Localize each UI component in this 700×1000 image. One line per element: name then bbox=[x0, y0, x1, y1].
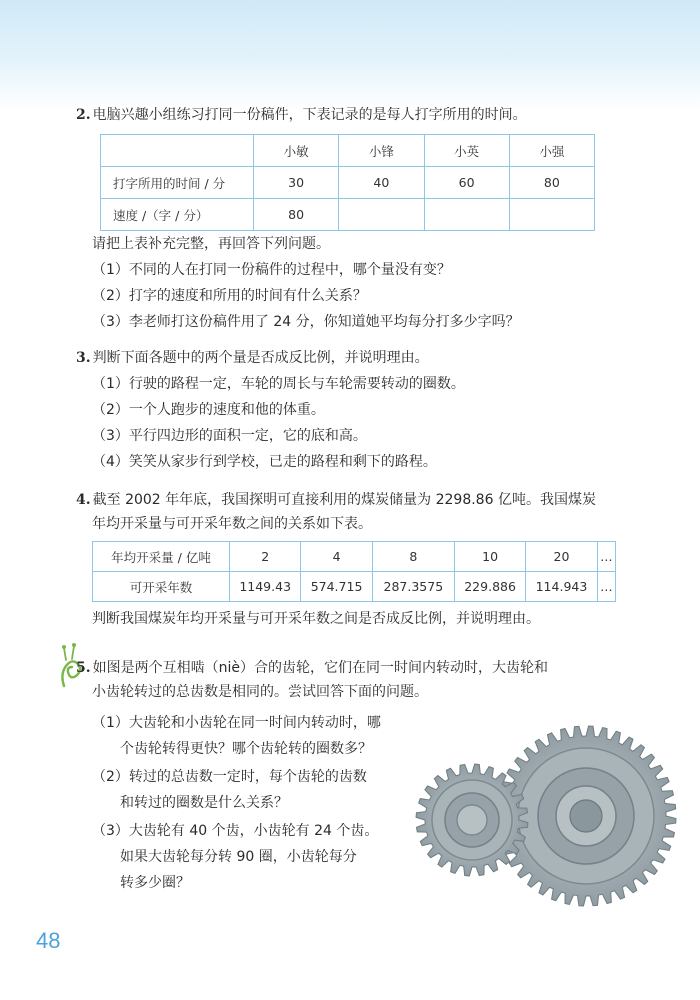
table-cell: 80 bbox=[509, 167, 594, 199]
table-cell: 574.715 bbox=[301, 572, 372, 602]
small-gear bbox=[416, 764, 528, 876]
question-5-line-2: 小齿轮转过的总齿数是相同的。尝试回答下面的问题。 bbox=[92, 684, 428, 700]
table-cell: … bbox=[597, 572, 615, 602]
question-2-stem bbox=[76, 104, 527, 126]
table-cell: 速度 /（字 / 分） bbox=[101, 199, 254, 231]
table-cell: 114.943 bbox=[526, 572, 597, 602]
question-3-stem bbox=[76, 347, 429, 369]
question-5-stem bbox=[76, 657, 548, 679]
table-cell: 20 bbox=[526, 542, 597, 572]
question-5-sub-1-line-2: 个齿轮转得更快？哪个齿轮转的圈数多？ bbox=[120, 741, 372, 757]
table-cell bbox=[339, 199, 424, 231]
question-5-sub-3-line-3: 转多少圈？ bbox=[120, 875, 190, 891]
question-3-sub-1: （1）行驶的路程一定，车轮的周长与车轮需要转动的圈数。 bbox=[92, 376, 465, 392]
question-5-sub-2-line-1: （2）转过的总齿数一定时，每个齿轮的齿数 bbox=[92, 769, 367, 785]
question-4-closing: 判断我国煤炭年均开采量与可开采年数之间是否成反比例，并说明理由。 bbox=[92, 611, 540, 627]
question-2-text: 电脑兴趣小组练习打同一份稿件，下表记录的是每人打字所用的时间。 bbox=[92, 107, 527, 123]
question-2-instruction: 请把上表补充完整，再回答下列问题。 bbox=[92, 236, 330, 252]
gears-illustration bbox=[410, 718, 680, 908]
question-5-sub-2-line-2: 和转过的圈数是什么关系？ bbox=[120, 795, 288, 811]
table-cell bbox=[424, 199, 509, 231]
question-4-stem bbox=[76, 489, 596, 511]
table-cell: 小强 bbox=[509, 135, 594, 167]
table-cell: 打字所用的时间 / 分 bbox=[101, 167, 254, 199]
question-3-number: 3. bbox=[76, 350, 91, 366]
table-row bbox=[93, 542, 616, 572]
table-cell: 2 bbox=[230, 542, 301, 572]
typing-time-table bbox=[100, 134, 595, 231]
table-cell bbox=[509, 199, 594, 231]
table-cell: 小敏 bbox=[254, 135, 339, 167]
table-cell bbox=[101, 135, 254, 167]
table-row bbox=[101, 167, 595, 199]
table-cell: 可开采年数 bbox=[93, 572, 230, 602]
table-cell: 年均开采量 / 亿吨 bbox=[93, 542, 230, 572]
large-gear bbox=[496, 726, 676, 906]
table-cell: 1149.43 bbox=[230, 572, 301, 602]
question-5-sub-3-line-2: 如果大齿轮每分转 90 圈，小齿轮每分 bbox=[120, 849, 357, 865]
table-row bbox=[93, 572, 616, 602]
table-cell: 8 bbox=[372, 542, 454, 572]
table-cell: 10 bbox=[454, 542, 525, 572]
table-cell: 229.886 bbox=[454, 572, 525, 602]
table-row bbox=[101, 135, 595, 167]
table-cell: 60 bbox=[424, 167, 509, 199]
table-cell: 80 bbox=[254, 199, 339, 231]
question-3-sub-2: （2）一个人跑步的速度和他的体重。 bbox=[92, 402, 325, 418]
question-4-line-2: 年均开采量与可开采年数之间的关系如下表。 bbox=[92, 516, 372, 532]
question-3-text: 判断下面各题中的两个量是否成反比例，并说明理由。 bbox=[92, 350, 429, 366]
question-5-sub-1-line-1: （1）大齿轮和小齿轮在同一时间内转动时，哪 bbox=[92, 715, 381, 731]
table-cell: … bbox=[597, 542, 615, 572]
table-row bbox=[101, 199, 595, 231]
table-cell: 小英 bbox=[424, 135, 509, 167]
question-4-line-1: 截至 2002 年年底，我国探明可直接利用的煤炭储量为 2298.86 亿吨。我国煤炭 bbox=[92, 492, 596, 508]
question-2-sub-2: （2）打字的速度和所用的时间有什么关系？ bbox=[92, 288, 367, 304]
table-cell: 287.3575 bbox=[372, 572, 454, 602]
question-5-line-1: 如图是两个互相啮（niè）合的齿轮，它们在同一时间内转动时，大齿轮和 bbox=[92, 660, 548, 676]
page-number: 48 bbox=[36, 928, 61, 953]
question-4-number: 4. bbox=[76, 492, 91, 508]
question-3-sub-4: （4）笑笑从家步行到学校，已走的路程和剩下的路程。 bbox=[92, 454, 437, 470]
question-2-sub-1: （1）不同的人在打同一份稿件的过程中，哪个量没有变？ bbox=[92, 262, 451, 278]
table-cell: 小锋 bbox=[339, 135, 424, 167]
question-2-number: 2. bbox=[76, 107, 91, 123]
question-5-sub-3-line-1: （3）大齿轮有 40 个齿，小齿轮有 24 个齿。 bbox=[92, 823, 379, 839]
top-band bbox=[0, 0, 700, 110]
coal-mining-table bbox=[92, 541, 616, 602]
table-cell: 30 bbox=[254, 167, 339, 199]
question-2-sub-3: （3）李老师打这份稿件用了 24 分，你知道她平均每分打多少字吗？ bbox=[92, 314, 520, 330]
question-3-sub-3: （3）平行四边形的面积一定，它的底和高。 bbox=[92, 428, 367, 444]
question-5-number: 5. bbox=[76, 660, 91, 676]
table-cell: 40 bbox=[339, 167, 424, 199]
table-cell: 4 bbox=[301, 542, 372, 572]
